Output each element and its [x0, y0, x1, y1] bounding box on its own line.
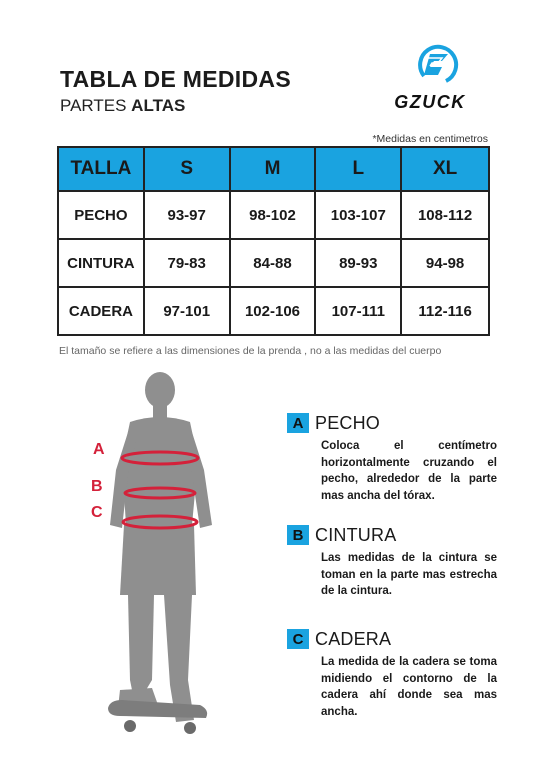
units-note: *Medidas en centimetros [372, 133, 488, 145]
header-s: S [145, 148, 231, 192]
brand-emblem-icon [420, 47, 456, 81]
badge-b: B [287, 525, 309, 545]
subtitle-light: PARTES [60, 96, 132, 115]
section-title: CADERA [315, 628, 392, 649]
table-cell: 112-116 [418, 302, 472, 320]
table-cell: 89-93 [316, 240, 402, 288]
marker-b: B [91, 478, 103, 495]
page-title: TABLA DE MEDIDAS [60, 66, 291, 92]
table-cell: 94-98 [402, 240, 488, 288]
section-text: Coloca el centímetro horizontalmente cruzando el pecho, alrededor de la parte mas ancha del tórax. [321, 440, 497, 502]
table-cell: 97-101 [145, 288, 231, 334]
brand-logo [368, 44, 493, 116]
section-title: PECHO [315, 412, 381, 433]
table-cell: 102-106 [231, 288, 317, 334]
body-silhouette [60, 360, 300, 760]
badge-c: C [287, 629, 309, 649]
page-subtitle [60, 96, 185, 116]
badge-a: A [287, 413, 309, 433]
table-cell: 103-107 [316, 192, 402, 240]
table-cell: 84-88 [231, 240, 317, 288]
header-m: M [231, 148, 317, 192]
table-row [59, 192, 488, 240]
skateboard [108, 700, 207, 734]
section-title: CINTURA [315, 524, 397, 545]
header-xl: XL [402, 148, 488, 192]
table-cell: 93-97 [145, 192, 231, 240]
table-cell: 108-112 [402, 192, 488, 240]
row-label: CADERA [59, 288, 145, 334]
table-cell: 79-83 [145, 240, 231, 288]
section-header [287, 412, 497, 434]
section-text: Las medidas de la cintura se toman en la parte mas estrecha de la cintura. [321, 552, 497, 597]
table-header-row [59, 148, 488, 192]
marker-a: A [93, 441, 105, 458]
size-table [57, 146, 490, 336]
section-text: La medida de la cadera se toma midiendo el contorno de la cadera ahí donde sea mas ancha. [321, 656, 497, 718]
person-silhouette [110, 372, 212, 722]
brand-wordmark: GZUCK [394, 92, 466, 112]
section-cadera [287, 628, 497, 720]
marker-c: C [91, 504, 103, 521]
table-row [59, 288, 488, 334]
subtitle-bold: ALTAS [131, 96, 186, 115]
section-header [287, 524, 497, 546]
header-talla: TALLA [59, 148, 145, 192]
table-cell: 98-102 [231, 192, 317, 240]
row-label: CINTURA [59, 240, 145, 288]
section-pecho [287, 412, 497, 504]
section-cintura [287, 524, 497, 600]
section-header [287, 628, 497, 650]
disclaimer-text: El tamaño se refiere a las dimensiones de la prenda , no a las medidas del cuerpo [59, 345, 442, 357]
header-l: L [316, 148, 402, 192]
table-row [59, 240, 488, 288]
table-cell: 107-111 [316, 288, 402, 334]
row-label: PECHO [59, 192, 145, 240]
